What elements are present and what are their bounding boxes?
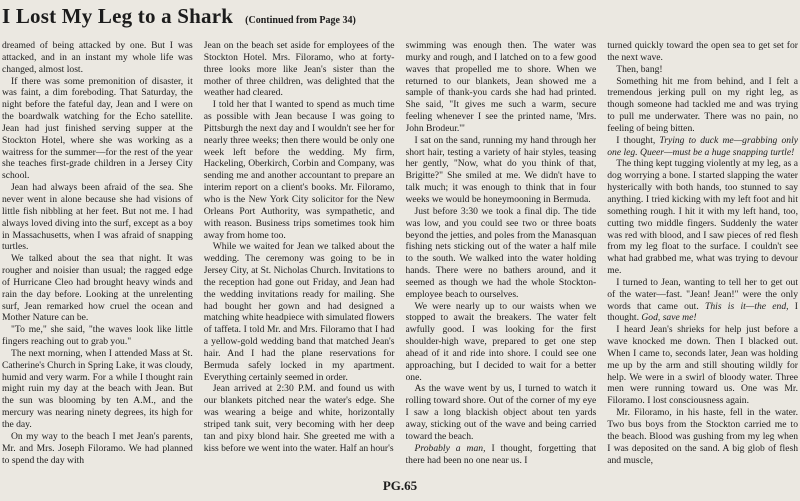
- paragraph: Something hit me from behind, and I felt a tremendous jerking pull on my right leg, as though someone had tackled me and was trying to pull me underwater. There was no pain, no feeling of being bitten.: [607, 75, 798, 134]
- paragraph: While we waited for Jean we talked about the wedding. The ceremony was going to be in Jersey City, at St. Nicholas Church. Invitations to the reception had gone out Friday, and Jean had the wedding invitations ready for mailing. She had bought her gown and had designed a matching white headpiece with simulated flowers of taffeta. I told Mr. and Mrs. Filoramo that I had a yellow-gold wedding band that matched Jean's hair. And I had the plane reservations for Bermuda safely locked in my apartment. Everything certainly seemed in order.: [203, 241, 395, 383]
- text-column-4: [607, 40, 798, 472]
- paragraph: I heard Jean's shrieks for help just before a wave knocked me down. Then I blacked out. When I came to, seconds later, Jean was holding me up by the arm and still shouting wildly for help. We were in a swirl of bloody water. Three men were running toward us. One was Mr. Filoramo. I lost consciousness again.: [607, 324, 798, 407]
- paragraph: Then, bang!: [616, 63, 663, 75]
- paragraph: The next morning, when I attended Mass at St. Catherine's Church in Spring Lake, it was cloudy, humid and very warm. For a while I thought rain might ruin my day at the beach with Jean. But the sun was blooming by ten A.M., and the mercury was nearing ninety degrees, its high for the day.: [2, 347, 193, 430]
- paragraph: dreamed of being attacked by one. But I was attacked, and in an instant my whole life was changed, almost lost.: [2, 40, 193, 75]
- paragraph: The thing kept tugging violently at my leg, as a dog worrying a bone. I started slapping the water hysterically with both hands, too stunned to say anything. I tried kicking with my left foot and hit something rough. I hit it with my left hand, too, cutting two middle fingers. Suddenly the water was red with blood, and I saw pieces of red flesh from my leg float to the surface. I couldn't see what had grabbed me, what was trying to devour me.: [607, 158, 798, 277]
- paragraph: I told her that I wanted to spend as much time as possible with Jean because I was going to Pittsburgh the next day and I wouldn't see her for nearly three weeks; then there would be only one week left before the wedding. My firm, Hackeling, Oberkirch, Corbin and Company, was sending me and another accountant to prepare an interim report on a client's books. Mr. Filoramo, who is the New York City solicitor for the New Orleans Port Authority, was sympathetic, and with reason. Business trips sometimes took him away from home too.: [203, 99, 395, 241]
- paragraph: Mr. Filoramo, in his haste, fell in the water. Two bus boys from the Stockton carried me to the beach. Blood was gushing from my leg when I was deposited on the sand. A big glob of flesh and muscle,: [607, 407, 798, 466]
- paragraph: Probably a man, I thought, forgetting that there had been no one near us. I: [405, 442, 597, 466]
- page-number: PG.65: [382, 478, 418, 493]
- paragraph: Jean arrived at 2:30 P.M. and found us with our blankets pitched near the water's edge. She was wearing a beige and white, horizontally striped tank suit, very becoming with her deep tan and pixy blond hair. She greeted me with a kiss before we went into the water. Half an hour's: [203, 383, 395, 454]
- paragraph: "To me," she said, "the waves look like little fingers reaching out to grab you.": [2, 324, 193, 348]
- paragraph: Jean on the beach set aside for employees of the Stockton Hotel. Mrs. Filoramo, who at forty-three looks more like Jean's sister than the mother of three children, was delighted that the weather had cleared.: [203, 40, 395, 99]
- paragraph: On my way to the beach I met Jean's parents, Mr. and Mrs. Joseph Filoramo. We had planned to spend the day with: [2, 430, 193, 466]
- paragraph: swimming was enough then. The water was murky and rough, and I latched on to a few good waves that propelled me to shore. When we returned to our blankets, Jean showed me a sample of thank-you cards she had had printed. She said, "It gives me such a warm, secure feeling whenever I see the printed name, 'Mrs. John Brodeur.'": [405, 40, 597, 134]
- paragraph: If there was some premonition of disaster, it was faint, a dim foreboding. That Saturday, the night before the fateful day, Jean and I were on the boardwalk watching for the Echo satellite. Jean had just finished serving supper at the Stockton Hotel, where she was working as a waitress for the summer—for the rest of the year she teaches first-grade children in a Jersey City school.: [2, 75, 193, 182]
- italic-text: This is it—the end,: [705, 300, 789, 312]
- article-header: [2, 4, 356, 29]
- paragraph: As the wave went by us, I turned to watch it rolling toward shore. Out of the corner of my eye I saw a long blackish object about ten yards away, sticking out of the wave and being carried toward the beach.: [405, 383, 597, 442]
- paragraph: Just before 3:30 we took a final dip. The tide was low, and you could see two or three boats beyond the jetties, and poles from the Manasquan fishing nets sticking out of the water a half mile to the south. We walked into the water holding hands. There were no bathers around, and it seemed as though we had the whole Stockton-employee beach to ourselves.: [405, 205, 597, 300]
- italic-text: Probably a man,: [414, 442, 486, 454]
- paragraph: We were nearly up to our waists when we stopped to await the breakers. The water felt awfully good. I was looking for the first shoulder-high wave, prepared to get one step ahead of it and ride into shore. I could see one approaching, but I decided to wait for a better one.: [405, 300, 597, 383]
- paragraph: We talked about the sea that night. It was rougher and noisier than usual; the ragged edge of Hurricane Cleo had brought heavy winds and rain the day before. Looking at the unrelenting surf, Jean remarked how cruel the ocean and Mother Nature can be.: [2, 253, 193, 324]
- paragraph: I sat on the sand, running my hand through her short hair, testing a variety of hair styles, teasing her gently, "Now, what do you think of that, Brigitte?" She smiled at me. We didn't have to talk much; it was enough to think that in four weeks we would be honeymooning in Bermuda.: [405, 134, 597, 205]
- article-title: I Lost My Leg to a Shark: [2, 4, 234, 28]
- italic-text: God, save me!: [641, 312, 697, 324]
- article-body: [2, 40, 798, 472]
- continued-note: (Continued from Page 34): [245, 15, 356, 26]
- text-column-3: [406, 40, 597, 472]
- paragraph: I thought, Trying to duck me—grabbing only one leg. Queer—must be a huge snapping turtle!: [607, 134, 798, 158]
- text-column-2: [204, 40, 395, 472]
- paragraph: turned quickly toward the open sea to get set for the next wave.: [607, 40, 798, 63]
- paragraph: I turned to Jean, wanting to tell her to get out of the water—fast. "Jean! Jean!" were the only words that came out. This is it—the end, I thought. God, save me!: [607, 276, 798, 324]
- paragraph: Jean had always been afraid of the sea. She never went in alone because she had visions of little fish nibbling at her feet. But not me. I had always loved diving into the surf, except as a boy in Massachusetts, when I was afraid of snapping turtles.: [2, 182, 193, 253]
- italic-text: Trying to duck me—grabbing only one leg. Queer—must be a huge snapping turtle!: [607, 134, 798, 158]
- text-column-1: [2, 40, 193, 472]
